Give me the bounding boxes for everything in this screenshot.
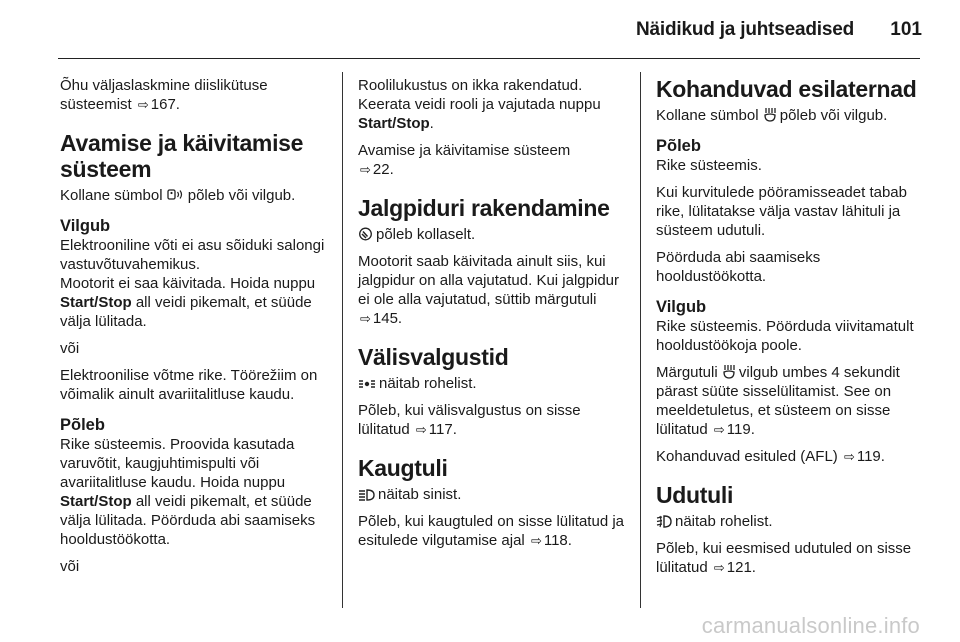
page-ref: 121. (726, 559, 756, 576)
section-heading: Avamise ja käivitamise süsteem (60, 130, 304, 182)
paragraph: Mootorit ei saa käivitada. Hoida nuppu Start/Stop all veidi pikemalt, et süüde välja lülitada. (60, 275, 316, 330)
page-header (0, 0, 960, 58)
paragraph: Rike süsteemis. (656, 157, 762, 174)
page-ref-arrow-icon: ⇨ (713, 560, 725, 575)
page-ref-arrow-icon: ⇨ (843, 449, 855, 464)
paragraph: Roolilukustus on ikka rakendatud. Keerata veidi rooli ja vajutada nuppu Start/Stop. (358, 77, 601, 132)
paragraph: Mootorit saab käivitada ainult siis, kui jalgpidur on alla vajutatud. Kui jalgpidur ei ole alla vajutatud, süttib märgutuli ⇨ 145. (358, 253, 620, 327)
column-3 (656, 76, 924, 585)
page-ref: 145. (372, 310, 403, 327)
paragraph: Kollane sümbol põleb või vilgub. (656, 107, 888, 124)
column-divider-2 (640, 72, 641, 608)
column-1 (60, 76, 328, 584)
paragraph: Märgutuli vilgub umbes 4 sekundit pärast süüte sisselülitamist. See on meeldetuletus, et süsteem on sisse lülitatud ⇨ 119. (656, 364, 900, 438)
page-ref-arrow-icon: ⇨ (137, 97, 149, 112)
section-heading: Udutuli (656, 482, 734, 508)
page-ref-arrow-icon: ⇨ (360, 311, 371, 326)
page-ref: 167. (150, 96, 180, 113)
page-ref: 117. (428, 421, 457, 438)
exterior-lights-icon (358, 374, 376, 393)
paragraph: Pöörduda abi saamiseks hooldustöökotta. (656, 249, 821, 285)
paragraph: Rike süsteemis. Pöörduda viivitamatult hooldustöökoja poole. (656, 318, 914, 354)
paragraph: või (60, 340, 80, 357)
subsection-heading: Põleb (60, 416, 105, 434)
watermark: carmanualsonline.info (701, 613, 920, 638)
subsection-heading: Vilgub (60, 217, 111, 235)
fog-light-icon (656, 512, 672, 531)
page-ref: 119. (726, 421, 755, 438)
adaptive-headlight-icon (763, 106, 777, 125)
paragraph: Põleb, kui kaugtuled on sisse lülitatud ja esitulede vilgutamise ajal ⇨ 118. (358, 513, 625, 549)
brake-pedal-icon (358, 225, 373, 244)
paragraph: näitab sinist. (358, 485, 624, 504)
paragraph: Avamise ja käivitamise süsteem ⇨ 22. (358, 142, 571, 178)
paragraph: Põleb, kui eesmised udutuled on sisse lülitatud ⇨ 121. (656, 540, 912, 576)
paragraph: Elektroonilise võtme rike. Töörežiim on võimalik ainult avariitalitluse kaudu. (60, 367, 318, 403)
start-stop-label: Start/Stop (358, 115, 430, 132)
subsection-heading: Põleb (656, 137, 701, 155)
paragraph: Kohanduvad esituled (AFL) ⇨ 119. (656, 448, 885, 465)
page-ref: 119. (856, 448, 885, 465)
key-signal-icon (167, 186, 185, 205)
paragraph: Põleb, kui välisvalgustus on sisse lülitatud ⇨ 117. (358, 402, 581, 438)
page-ref: 118. (543, 532, 572, 549)
paragraph: Elektrooniline võti ei asu sõiduki salongi vastuvõtuvahemikus. (60, 237, 325, 273)
adaptive-headlight-icon (722, 363, 736, 382)
page-title: Näidikud ja juhtseadised (636, 19, 854, 40)
column-2 (358, 76, 624, 558)
paragraph: põleb kollaselt. (358, 225, 624, 244)
section-heading: Kohanduvad esilaternad (656, 76, 917, 102)
section-heading: Välisvalgustid (358, 344, 509, 370)
page-number: 101 (890, 19, 922, 40)
page-ref-arrow-icon: ⇨ (713, 422, 725, 437)
subsection-heading: Vilgub (656, 298, 707, 316)
column-divider-1 (342, 72, 343, 608)
paragraph: näitab rohelist. (358, 374, 624, 393)
page-ref: 22. (372, 161, 394, 178)
page-ref-arrow-icon: ⇨ (530, 533, 542, 548)
paragraph: Rike süsteemis. Proovida kasutada varuvõtit, kaugjuhtimispulti või avariitalitluse kaudu. Hoida nuppu Start/Stop all veidi pikemalt, et süüde välja lülitada. Pöörduda abi saamiseks hooldustöökotta. (60, 436, 316, 548)
high-beam-icon (358, 485, 375, 504)
header-divider (58, 58, 920, 59)
section-heading: Jalgpiduri rakendamine (358, 195, 610, 221)
paragraph: Kollane sümbol põleb või vilgub. (60, 187, 296, 204)
paragraph: Kui kurvitulede pööramisseadet tabab rike, lülitatakse välja vastav lähituli ja süsteem udutuli. (656, 184, 907, 239)
page-ref-arrow-icon: ⇨ (415, 422, 427, 437)
paragraph: Õhu väljaslaskmine diislikütuse süsteemist ⇨ 167. (60, 77, 268, 113)
start-stop-label: Start/Stop (60, 493, 132, 510)
start-stop-label: Start/Stop (60, 294, 132, 311)
paragraph: või (60, 558, 80, 575)
page-ref-arrow-icon: ⇨ (360, 162, 371, 177)
section-heading: Kaugtuli (358, 455, 448, 481)
paragraph: näitab rohelist. (656, 512, 924, 531)
